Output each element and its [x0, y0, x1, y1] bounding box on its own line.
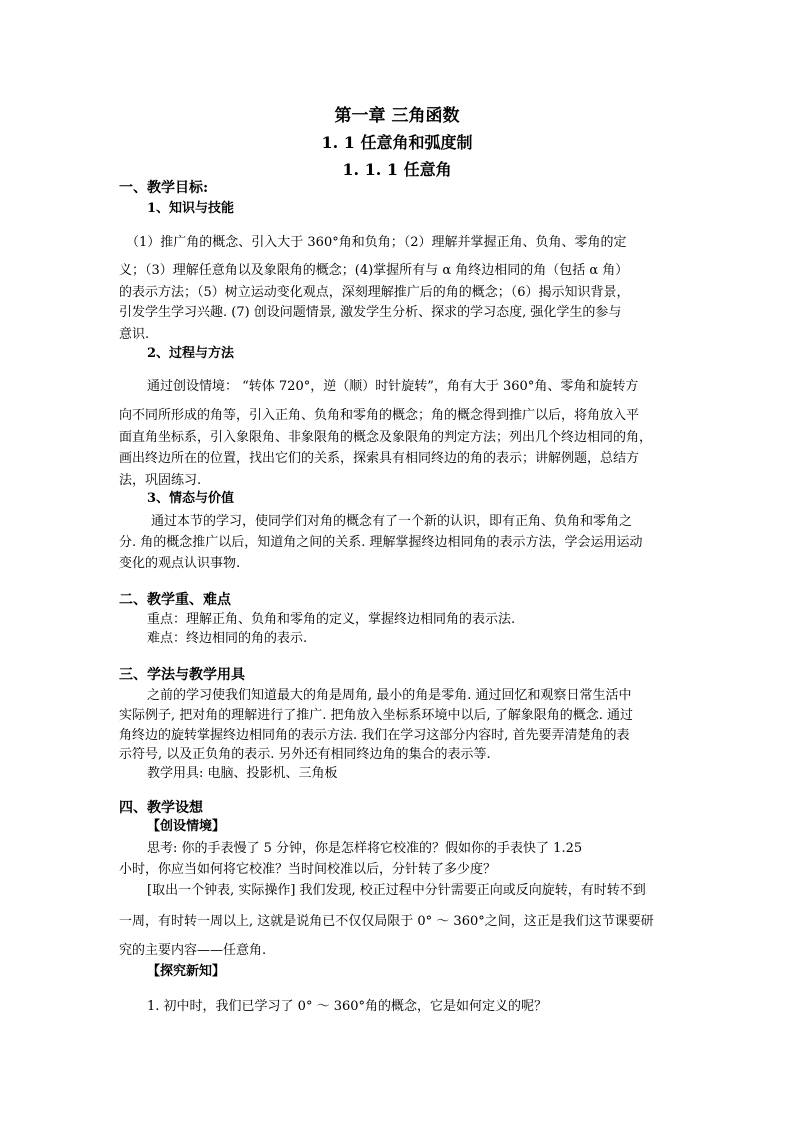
- paragraph-line: 1. 初中时，我们已学习了 0° ～ 360°角的概念，它是如何定义的呢？: [147, 999, 548, 1014]
- subsection-title: 1. 1. 1 任意角: [342, 160, 452, 179]
- section-heading: 二、教学重、难点: [119, 592, 231, 608]
- section-heading: 四、教学设想: [119, 800, 203, 816]
- section-title: 1. 1 任意角和弧度制: [321, 133, 473, 152]
- chapter-title: 第一章 三角函数: [334, 106, 460, 126]
- paragraph-line: 小时，你应当如何将它校准？当时间校准以后，分针转了多少度？: [119, 862, 497, 877]
- paragraph-line: 角终边的旋转掌握终边相同角的表示方法. 我们在学习这部分内容时, 首先要弄清楚角的表: [119, 728, 630, 743]
- paragraph-line: 之前的学习使我们知道最大的角是周角, 最小的角是零角. 通过回忆和观察日常生活中: [147, 688, 632, 703]
- paragraph-line: 变化的观点认识事物.: [119, 556, 241, 571]
- paragraph-line: [取出一个钟表, 实际操作] 我们发现, 校正过程中分针需要正向或反向旋转，有时转不到: [147, 883, 646, 898]
- paragraph-line: 意识.: [119, 327, 150, 342]
- section-heading: 一、教学目标:: [119, 180, 209, 196]
- paragraph-line: 分. 角的概念推广以后，知道角之间的关系. 理解掌握终边相同角的表示方法，学会运用运动: [119, 535, 643, 550]
- paragraph-line: 的表示方法；（5）树立运动变化观点，深刻理解推广后的角的概念；（6）揭示知识背景，: [119, 285, 630, 300]
- paragraph-line: 通过本节的学习，使同学们对角的概念有了一个新的认识，即有正角、负角和零角之: [151, 514, 633, 529]
- section-heading: 三、学法与教学用具: [119, 667, 245, 683]
- paragraph-line: 示符号, 以及正负角的表示. 另外还有相同终边角的集合的表示等.: [119, 747, 491, 762]
- paragraph-line: 画出终边所在的位置，找出它们的关系，探索具有相同终边的角的表示；讲解例题，总结方: [119, 451, 640, 466]
- paragraph-line: 引发学生学习兴趣. (7) 创设问题情景, 激发学生分析、探求的学习态度, 强化学生的参与: [119, 305, 622, 320]
- paragraph-line: 向不同所形成的角等，引入正角、负角和零角的概念；角的概念得到推广以后，将角放入平: [119, 408, 640, 423]
- paragraph-line: 难点：终边相同的角的表示.: [147, 631, 308, 646]
- paragraph-line: 思考: 你的手表慢了 5 分钟，你是怎样将它校准的？假如你的手表快了 1.25: [147, 841, 583, 856]
- subsection-heading: 2、过程与方法: [147, 346, 235, 361]
- paragraph-line: 重点：理解正角、负角和零角的定义，掌握终边相同角的表示法.: [147, 612, 516, 627]
- paragraph-line: 法，巩固练习.: [119, 473, 202, 488]
- paragraph-line: 究的主要内容——任意角.: [119, 943, 267, 958]
- paragraph-line: 实际例子, 把对角的理解进行了推广. 把角放入坐标系环境中以后, 了解象限角的概念. 通过: [119, 708, 634, 723]
- subsection-heading: 【创设情境】: [147, 819, 226, 834]
- paragraph-line: 义；（3）理解任意角以及象限角的概念；(4)掌握所有与 α 角终边相同的角（包括 α 角）: [119, 263, 629, 278]
- subsection-heading: 【探究新知】: [147, 964, 226, 979]
- paragraph-line: 面直角坐标系，引入象限角、非象限角的概念及象限角的判定方法；列出几个终边相同的角，: [119, 430, 653, 445]
- paragraph-line: 通过创设情境： “转体 720°，逆（顺）时针旋转”，角有大于 360°角、零角和旋转方: [147, 379, 639, 394]
- paragraph-line: 教学用具: 电脑、投影机、三角板: [147, 766, 338, 781]
- subsection-heading: 3、情态与价值: [147, 491, 235, 506]
- paragraph-line: 一周，有时转一周以上, 这就是说角已不仅仅局限于 0° ～ 360°之间，这正是我们这节课要研: [119, 914, 654, 929]
- paragraph-line: （1）推广角的概念、引入大于 360°角和负角；（2）理解并掌握正角、负角、零角的定: [126, 235, 627, 250]
- subsection-heading: 1、知识与技能: [147, 201, 235, 216]
